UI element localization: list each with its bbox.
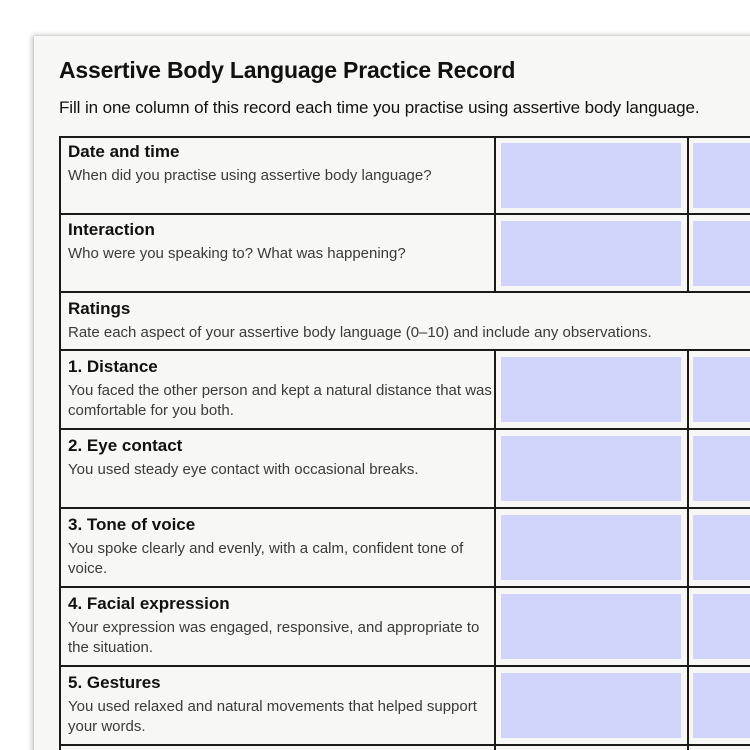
date-time-row [68,142,496,186]
table-border-top [59,136,750,138]
worksheet-instructions: Fill in one column of this record each time you practise using assertive body language. [59,98,700,117]
interaction-row [68,220,496,264]
eye-contact-input-col2[interactable] [693,436,750,501]
row-heading: 4. Facial expression [68,594,230,613]
row-description: When did you practise using assertive body language? [68,167,432,184]
row-description: Rate each aspect of your assertive body language (0–10) and include any observations. [68,324,652,341]
column-divider [687,136,689,293]
row-divider [59,665,750,667]
distance-row [68,357,496,421]
row-description: You used relaxed and natural movements that helped support your words. [68,698,477,735]
row-heading: Ratings [68,299,131,318]
row-divider [59,428,750,430]
ratings-row [68,299,748,343]
column-divider [687,349,689,750]
gestures-row [68,673,496,737]
row-heading: 5. Gestures [68,673,161,692]
worksheet-title: Assertive Body Language Practice Record [59,57,516,83]
row-divider [59,744,750,746]
row-description: Your expression was engaged, responsive, and appropriate to the situation. [68,619,480,656]
interaction-input-col2[interactable] [693,221,750,286]
row-description: You spoke clearly and evenly, with a calm, confident tone of voice. [68,540,464,577]
interaction-input-col1[interactable] [501,221,681,286]
row-heading: 3. Tone of voice [68,515,196,534]
tone-input-col2[interactable] [693,515,750,580]
row-divider [59,213,750,215]
distance-input-col1[interactable] [501,357,681,422]
row-description: You used steady eye contact with occasional breaks. [68,461,419,478]
gestures-input-col2[interactable] [693,673,750,738]
row-divider [59,349,750,351]
tone-input-col1[interactable] [501,515,681,580]
eye-contact-input-col1[interactable] [501,436,681,501]
facial-input-col1[interactable] [501,594,681,659]
row-description: Who were you speaking to? What was happening? [68,245,406,262]
row-heading: 1. Distance [68,357,158,376]
row-divider [59,291,750,293]
date-time-input-col2[interactable] [693,143,750,208]
eye-contact-row [68,436,496,480]
row-divider [59,507,750,509]
distance-input-col2[interactable] [693,357,750,422]
facial-input-col2[interactable] [693,594,750,659]
row-description: You faced the other person and kept a natural distance that was comfortable for you both. [68,382,492,419]
date-time-input-col1[interactable] [501,143,681,208]
row-heading: Date and time [68,142,180,161]
row-heading: Interaction [68,220,155,239]
table-border-left [59,136,61,750]
row-heading: 2. Eye contact [68,436,183,455]
facial-expression-row [68,594,496,658]
gestures-input-col1[interactable] [501,673,681,738]
row-divider [59,586,750,588]
tone-of-voice-row [68,515,496,579]
